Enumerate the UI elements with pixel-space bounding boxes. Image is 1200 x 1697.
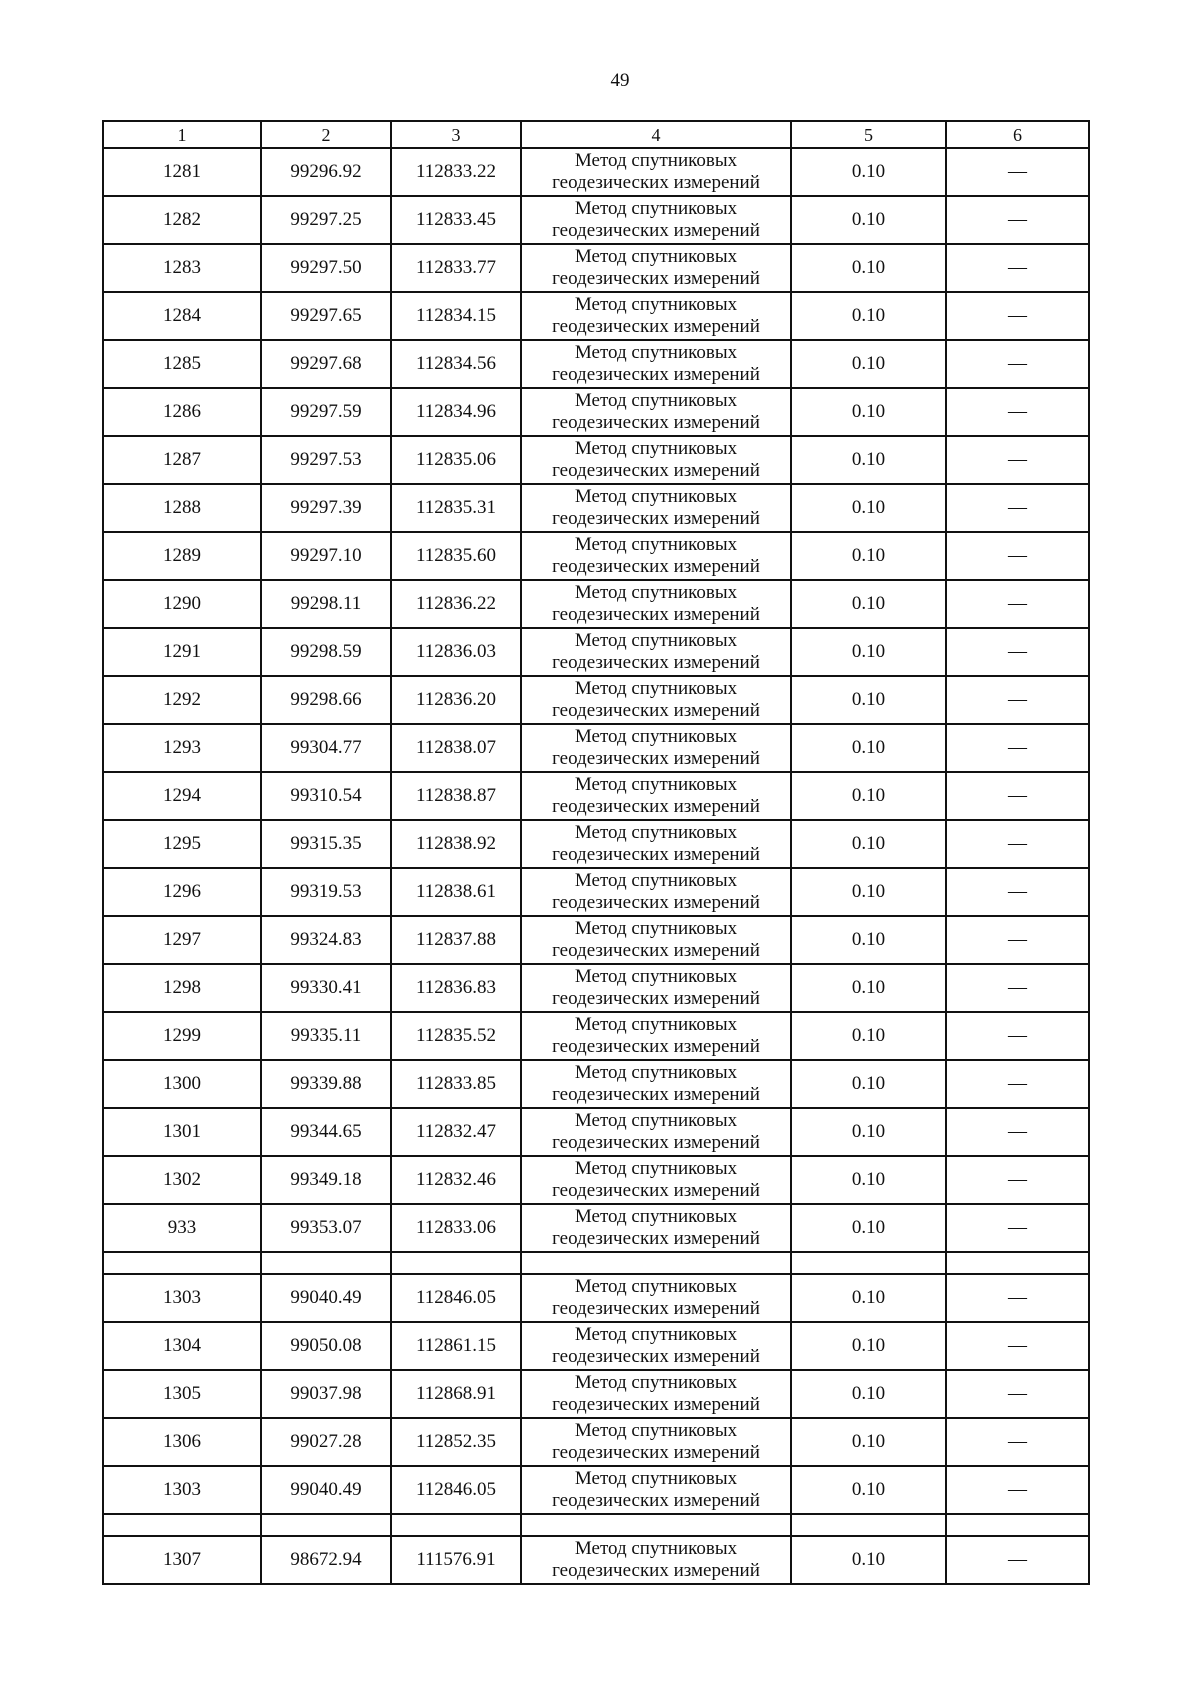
point-number-cell: 1290	[103, 580, 261, 628]
point-number-cell: 1294	[103, 772, 261, 820]
point-number-cell	[103, 1514, 261, 1536]
y-coordinate-cell: 111576.91	[391, 1536, 521, 1584]
remark-cell: —	[946, 1322, 1089, 1370]
y-coordinate-cell: 112868.91	[391, 1370, 521, 1418]
table-header-row	[103, 121, 1089, 148]
point-number-cell: 933	[103, 1204, 261, 1252]
x-coordinate-cell: 99324.83	[261, 916, 391, 964]
remark-cell: —	[946, 916, 1089, 964]
table-row	[103, 1466, 1089, 1514]
table-row	[103, 484, 1089, 532]
accuracy-cell: 0.10	[791, 580, 946, 628]
table-row	[103, 628, 1089, 676]
point-number-cell: 1298	[103, 964, 261, 1012]
point-number-cell: 1301	[103, 1108, 261, 1156]
table-row	[103, 532, 1089, 580]
method-cell: Метод спутниковых геодезических измерений	[521, 388, 791, 436]
remark-cell	[946, 1514, 1089, 1536]
table-row	[103, 1156, 1089, 1204]
x-coordinate-cell	[261, 1514, 391, 1536]
x-coordinate-cell: 99297.59	[261, 388, 391, 436]
method-cell: Метод спутниковых геодезических измерений	[521, 1204, 791, 1252]
accuracy-cell: 0.10	[791, 676, 946, 724]
x-coordinate-cell: 99319.53	[261, 868, 391, 916]
method-cell: Метод спутниковых геодезических измерений	[521, 1274, 791, 1322]
remark-cell: —	[946, 964, 1089, 1012]
x-coordinate-cell: 99304.77	[261, 724, 391, 772]
table-row	[103, 436, 1089, 484]
point-number-cell: 1286	[103, 388, 261, 436]
x-coordinate-cell: 99297.25	[261, 196, 391, 244]
remark-cell: —	[946, 244, 1089, 292]
column-header-4: 4	[521, 121, 791, 148]
point-number-cell: 1305	[103, 1370, 261, 1418]
accuracy-cell: 0.10	[791, 1204, 946, 1252]
method-cell: Метод спутниковых геодезических измерений	[521, 1370, 791, 1418]
method-cell	[521, 1514, 791, 1536]
accuracy-cell: 0.10	[791, 1012, 946, 1060]
accuracy-cell: 0.10	[791, 148, 946, 196]
x-coordinate-cell: 99298.66	[261, 676, 391, 724]
point-number-cell: 1306	[103, 1418, 261, 1466]
column-header-2: 2	[261, 121, 391, 148]
table-row	[103, 868, 1089, 916]
y-coordinate-cell: 112832.46	[391, 1156, 521, 1204]
point-number-cell: 1303	[103, 1274, 261, 1322]
point-number-cell: 1289	[103, 532, 261, 580]
remark-cell: —	[946, 868, 1089, 916]
method-cell: Метод спутниковых геодезических измерений	[521, 148, 791, 196]
page-number: 49	[610, 70, 630, 91]
method-cell: Метод спутниковых геодезических измерений	[521, 1156, 791, 1204]
x-coordinate-cell: 99330.41	[261, 964, 391, 1012]
method-cell: Метод спутниковых геодезических измерений	[521, 1536, 791, 1584]
remark-cell: —	[946, 1536, 1089, 1584]
remark-cell: —	[946, 1108, 1089, 1156]
table-row	[103, 196, 1089, 244]
coordinates-table	[102, 120, 1090, 1585]
accuracy-cell: 0.10	[791, 772, 946, 820]
accuracy-cell: 0.10	[791, 484, 946, 532]
method-cell: Метод спутниковых геодезических измерений	[521, 1322, 791, 1370]
x-coordinate-cell: 99296.92	[261, 148, 391, 196]
accuracy-cell: 0.10	[791, 868, 946, 916]
accuracy-cell	[791, 1252, 946, 1274]
point-number-cell: 1302	[103, 1156, 261, 1204]
method-cell: Метод спутниковых геодезических измерений	[521, 772, 791, 820]
point-number-cell: 1293	[103, 724, 261, 772]
column-header-1: 1	[103, 121, 261, 148]
table-row	[103, 1204, 1089, 1252]
accuracy-cell: 0.10	[791, 1060, 946, 1108]
table-row	[103, 724, 1089, 772]
accuracy-cell: 0.10	[791, 532, 946, 580]
remark-cell: —	[946, 772, 1089, 820]
x-coordinate-cell: 99339.88	[261, 1060, 391, 1108]
method-cell: Метод спутниковых геодезических измерений	[521, 1060, 791, 1108]
column-header-5: 5	[791, 121, 946, 148]
x-coordinate-cell: 99027.28	[261, 1418, 391, 1466]
method-cell: Метод спутниковых геодезических измерений	[521, 820, 791, 868]
point-number-cell: 1288	[103, 484, 261, 532]
method-cell: Метод спутниковых геодезических измерений	[521, 676, 791, 724]
y-coordinate-cell: 112846.05	[391, 1466, 521, 1514]
method-cell: Метод спутниковых геодезических измерений	[521, 436, 791, 484]
accuracy-cell: 0.10	[791, 724, 946, 772]
y-coordinate-cell: 112835.52	[391, 1012, 521, 1060]
point-number-cell: 1299	[103, 1012, 261, 1060]
method-cell: Метод спутниковых геодезических измерений	[521, 196, 791, 244]
remark-cell: —	[946, 340, 1089, 388]
point-number-cell: 1283	[103, 244, 261, 292]
method-cell: Метод спутниковых геодезических измерений	[521, 1108, 791, 1156]
method-cell: Метод спутниковых геодезических измерений	[521, 580, 791, 628]
remark-cell: —	[946, 724, 1089, 772]
point-number-cell	[103, 1252, 261, 1274]
point-number-cell: 1300	[103, 1060, 261, 1108]
x-coordinate-cell: 99349.18	[261, 1156, 391, 1204]
remark-cell: —	[946, 1274, 1089, 1322]
y-coordinate-cell: 112833.22	[391, 148, 521, 196]
y-coordinate-cell: 112838.92	[391, 820, 521, 868]
y-coordinate-cell: 112836.03	[391, 628, 521, 676]
method-cell	[521, 1252, 791, 1274]
method-cell: Метод спутниковых геодезических измерений	[521, 628, 791, 676]
method-cell: Метод спутниковых геодезических измерений	[521, 1012, 791, 1060]
method-cell: Метод спутниковых геодезических измерений	[521, 340, 791, 388]
y-coordinate-cell: 112835.31	[391, 484, 521, 532]
table-row	[103, 1274, 1089, 1322]
x-coordinate-cell: 99297.39	[261, 484, 391, 532]
method-cell: Метод спутниковых геодезических измерений	[521, 532, 791, 580]
table-separator-row	[103, 1252, 1089, 1274]
table-row	[103, 1322, 1089, 1370]
x-coordinate-cell: 99335.11	[261, 1012, 391, 1060]
accuracy-cell: 0.10	[791, 820, 946, 868]
table-row	[103, 676, 1089, 724]
point-number-cell: 1296	[103, 868, 261, 916]
accuracy-cell: 0.10	[791, 1418, 946, 1466]
y-coordinate-cell: 112837.88	[391, 916, 521, 964]
x-coordinate-cell: 99037.98	[261, 1370, 391, 1418]
x-coordinate-cell: 99297.50	[261, 244, 391, 292]
accuracy-cell: 0.10	[791, 388, 946, 436]
y-coordinate-cell: 112833.45	[391, 196, 521, 244]
remark-cell: —	[946, 820, 1089, 868]
x-coordinate-cell: 99050.08	[261, 1322, 391, 1370]
method-cell: Метод спутниковых геодезических измерений	[521, 964, 791, 1012]
table-row	[103, 340, 1089, 388]
column-header-6: 6	[946, 121, 1089, 148]
table-separator-row	[103, 1514, 1089, 1536]
table-row	[103, 580, 1089, 628]
point-number-cell: 1284	[103, 292, 261, 340]
table-row	[103, 148, 1089, 196]
method-cell: Метод спутниковых геодезических измерений	[521, 244, 791, 292]
accuracy-cell: 0.10	[791, 292, 946, 340]
y-coordinate-cell	[391, 1514, 521, 1536]
x-coordinate-cell: 99297.10	[261, 532, 391, 580]
point-number-cell: 1291	[103, 628, 261, 676]
accuracy-cell: 0.10	[791, 916, 946, 964]
remark-cell: —	[946, 580, 1089, 628]
point-number-cell: 1292	[103, 676, 261, 724]
x-coordinate-cell: 99344.65	[261, 1108, 391, 1156]
remark-cell: —	[946, 1012, 1089, 1060]
method-cell: Метод спутниковых геодезических измерений	[521, 1418, 791, 1466]
remark-cell	[946, 1252, 1089, 1274]
table-row	[103, 388, 1089, 436]
remark-cell: —	[946, 1418, 1089, 1466]
point-number-cell: 1281	[103, 148, 261, 196]
x-coordinate-cell: 98672.94	[261, 1536, 391, 1584]
table-row	[103, 244, 1089, 292]
y-coordinate-cell: 112834.15	[391, 292, 521, 340]
y-coordinate-cell: 112832.47	[391, 1108, 521, 1156]
x-coordinate-cell: 99315.35	[261, 820, 391, 868]
remark-cell: —	[946, 388, 1089, 436]
column-header-3: 3	[391, 121, 521, 148]
x-coordinate-cell: 99040.49	[261, 1274, 391, 1322]
x-coordinate-cell	[261, 1252, 391, 1274]
x-coordinate-cell: 99298.11	[261, 580, 391, 628]
table-row	[103, 772, 1089, 820]
y-coordinate-cell: 112836.22	[391, 580, 521, 628]
table-row	[103, 1536, 1089, 1584]
y-coordinate-cell: 112836.20	[391, 676, 521, 724]
x-coordinate-cell: 99310.54	[261, 772, 391, 820]
y-coordinate-cell: 112838.87	[391, 772, 521, 820]
remark-cell: —	[946, 532, 1089, 580]
remark-cell: —	[946, 292, 1089, 340]
remark-cell: —	[946, 628, 1089, 676]
accuracy-cell: 0.10	[791, 1466, 946, 1514]
y-coordinate-cell: 112833.06	[391, 1204, 521, 1252]
point-number-cell: 1295	[103, 820, 261, 868]
accuracy-cell: 0.10	[791, 196, 946, 244]
table-row	[103, 1370, 1089, 1418]
remark-cell: —	[946, 196, 1089, 244]
remark-cell: —	[946, 1370, 1089, 1418]
method-cell: Метод спутниковых геодезических измерений	[521, 484, 791, 532]
accuracy-cell: 0.10	[791, 1370, 946, 1418]
y-coordinate-cell: 112852.35	[391, 1418, 521, 1466]
accuracy-cell	[791, 1514, 946, 1536]
table-row	[103, 292, 1089, 340]
table-row	[103, 1012, 1089, 1060]
point-number-cell: 1285	[103, 340, 261, 388]
x-coordinate-cell: 99298.59	[261, 628, 391, 676]
point-number-cell: 1307	[103, 1536, 261, 1584]
accuracy-cell: 0.10	[791, 628, 946, 676]
table-row	[103, 1108, 1089, 1156]
x-coordinate-cell: 99353.07	[261, 1204, 391, 1252]
remark-cell: —	[946, 1204, 1089, 1252]
y-coordinate-cell: 112833.77	[391, 244, 521, 292]
accuracy-cell: 0.10	[791, 1108, 946, 1156]
x-coordinate-cell: 99297.53	[261, 436, 391, 484]
accuracy-cell: 0.10	[791, 436, 946, 484]
y-coordinate-cell: 112834.56	[391, 340, 521, 388]
accuracy-cell: 0.10	[791, 1156, 946, 1204]
y-coordinate-cell: 112838.61	[391, 868, 521, 916]
y-coordinate-cell: 112846.05	[391, 1274, 521, 1322]
table-row	[103, 964, 1089, 1012]
table-row	[103, 1060, 1089, 1108]
y-coordinate-cell: 112835.06	[391, 436, 521, 484]
remark-cell: —	[946, 148, 1089, 196]
method-cell: Метод спутниковых геодезических измерений	[521, 292, 791, 340]
remark-cell: —	[946, 484, 1089, 532]
remark-cell: —	[946, 676, 1089, 724]
x-coordinate-cell: 99297.65	[261, 292, 391, 340]
y-coordinate-cell: 112834.96	[391, 388, 521, 436]
y-coordinate-cell: 112835.60	[391, 532, 521, 580]
y-coordinate-cell: 112861.15	[391, 1322, 521, 1370]
x-coordinate-cell: 99040.49	[261, 1466, 391, 1514]
point-number-cell: 1297	[103, 916, 261, 964]
accuracy-cell: 0.10	[791, 1322, 946, 1370]
y-coordinate-cell: 112836.83	[391, 964, 521, 1012]
accuracy-cell: 0.10	[791, 340, 946, 388]
table-row	[103, 916, 1089, 964]
x-coordinate-cell: 99297.68	[261, 340, 391, 388]
point-number-cell: 1304	[103, 1322, 261, 1370]
method-cell: Метод спутниковых геодезических измерений	[521, 1466, 791, 1514]
point-number-cell: 1303	[103, 1466, 261, 1514]
remark-cell: —	[946, 1156, 1089, 1204]
method-cell: Метод спутниковых геодезических измерений	[521, 868, 791, 916]
accuracy-cell: 0.10	[791, 1274, 946, 1322]
method-cell: Метод спутниковых геодезических измерений	[521, 916, 791, 964]
point-number-cell: 1282	[103, 196, 261, 244]
accuracy-cell: 0.10	[791, 1536, 946, 1584]
remark-cell: —	[946, 436, 1089, 484]
method-cell: Метод спутниковых геодезических измерений	[521, 724, 791, 772]
y-coordinate-cell	[391, 1252, 521, 1274]
accuracy-cell: 0.10	[791, 964, 946, 1012]
y-coordinate-cell: 112838.07	[391, 724, 521, 772]
table-body	[103, 121, 1089, 1584]
y-coordinate-cell: 112833.85	[391, 1060, 521, 1108]
accuracy-cell: 0.10	[791, 244, 946, 292]
remark-cell: —	[946, 1060, 1089, 1108]
table-row	[103, 1418, 1089, 1466]
point-number-cell: 1287	[103, 436, 261, 484]
remark-cell: —	[946, 1466, 1089, 1514]
table-row	[103, 820, 1089, 868]
